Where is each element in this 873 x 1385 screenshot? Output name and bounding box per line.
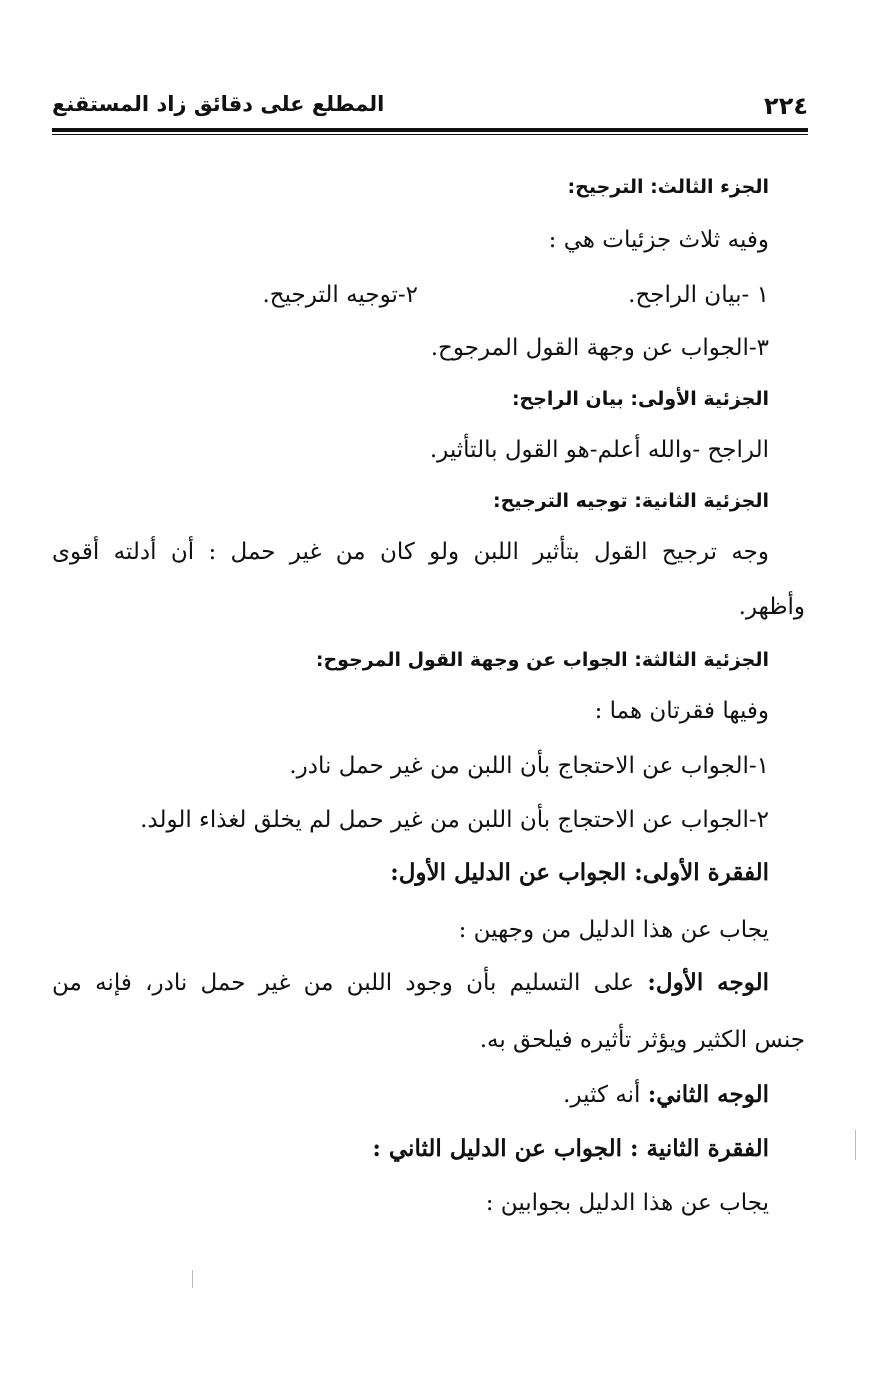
sub3-heading: الجزئية الثالثة: الجواب عن وجهة القول المرجوح: xyxy=(315,649,769,671)
face1-label: الوجه الأول: xyxy=(647,969,770,996)
sub1-text: الراجح -والله أعلم-هو القول بالتأثير. xyxy=(429,437,769,463)
sub1-heading: الجزئية الأولى: بيان الراجح: xyxy=(511,388,769,410)
sub2-text-line1: وجه ترجيح القول بتأثير اللبن ولو كان من غير حمل : أن أدلته أقوى xyxy=(52,539,769,565)
margin-mark xyxy=(855,1130,856,1160)
header-rule-thick xyxy=(52,128,808,132)
running-title: المطلع على دقائق زاد المستقنع xyxy=(52,92,385,116)
list-item-1: ١ -بيان الراجح. xyxy=(628,282,769,308)
face1-text-line1: على التسليم بأن وجود اللبن من غير حمل نادر، فإنه من xyxy=(52,970,635,996)
face2-line xyxy=(563,1080,769,1110)
sub3-item-1: ١-الجواب عن الاحتجاج بأن اللبن من غير حمل نادر. xyxy=(289,753,769,779)
sub2-heading: الجزئية الثانية: توجيه الترجيح: xyxy=(493,490,769,512)
header-rule-thin xyxy=(52,134,808,135)
sub3-item-2: ٢-الجواب عن الاحتجاج بأن اللبن من غير حمل لم يخلق لغذاء الولد. xyxy=(140,807,769,833)
page-header xyxy=(52,92,808,120)
para2-intro: يجاب عن هذا الدليل بجوابين : xyxy=(485,1190,769,1216)
list-item-2: ٢-توجيه الترجيح. xyxy=(262,282,418,308)
list-item-3: ٣-الجواب عن وجهة القول المرجوح. xyxy=(430,335,769,361)
face1-line1 xyxy=(52,968,769,998)
para1-heading: الفقرة الأولى: الجواب عن الدليل الأول: xyxy=(390,859,769,886)
page-number: ٢٢٤ xyxy=(764,92,808,120)
part3-heading: الجزء الثالث: الترجيح: xyxy=(567,176,769,198)
intro-text: وفيه ثلاث جزئيات هي : xyxy=(548,227,769,253)
face2-text: أنه كثير. xyxy=(563,1082,641,1108)
sub2-text-line2: وأظهر. xyxy=(738,594,805,620)
margin-mark xyxy=(192,1270,193,1288)
face1-text-line2: جنس الكثير ويؤثر تأثيره فيلحق به. xyxy=(479,1027,805,1053)
face2-label: الوجه الثاني: xyxy=(647,1081,769,1108)
para1-intro: يجاب عن هذا الدليل من وجهين : xyxy=(458,917,769,943)
sub3-intro: وفيها فقرتان هما : xyxy=(594,698,769,724)
para2-heading: الفقرة الثانية : الجواب عن الدليل الثاني : xyxy=(372,1135,769,1162)
